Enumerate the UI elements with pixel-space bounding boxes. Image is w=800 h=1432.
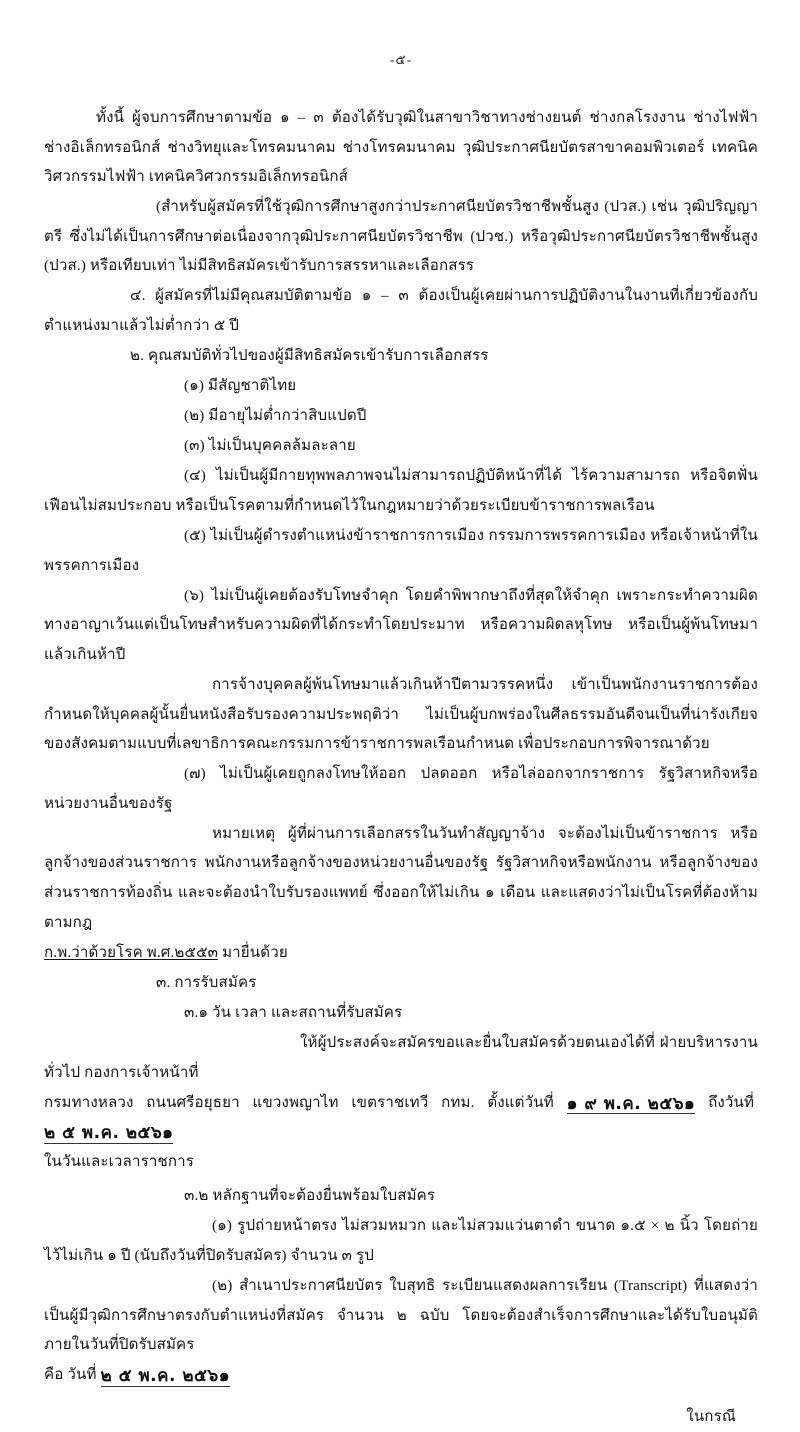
law-reference-underlined: ก.พ.ว่าด้วยโรค พ.ศ.๒๕๕๓ bbox=[44, 944, 219, 961]
heading-section-2: ๒. คุณสมบัติทั่วไปของผู้มีสิทธิสมัครเข้ารับการเลือกสรร bbox=[130, 348, 489, 365]
paragraph-office-hours: ในวันและเวลาราชการ bbox=[44, 1154, 195, 1171]
qualification-item-1: (๑) มีสัญชาติไทย bbox=[184, 378, 297, 395]
document-body bbox=[44, 104, 758, 1432]
paragraph-employment-after-sentence: การจ้างบุคคลผู้พ้นโทษมาแล้วเกินห้าปีตามวรรคหนึ่ง เข้าเป็นพนักงานราชการต้องกำหนดให้บุคคลผู้นั้นยื่นหนังสือรับรองความประพฤติว่า ไม่เป็นผู้บกพร่องในศีลธรรมอันดีจนเป็นที่น่ารังเกียจของสังคมตามแบบที่เลขาธิการคณะกรรมการข้าราชการพลเรือนกำหนด เพื่อประกอบการพิจารณาด้วย bbox=[44, 676, 758, 753]
law-reference-suffix: มายื่นด้วย bbox=[218, 944, 288, 961]
heading-section-3: ๓. การรับสมัคร bbox=[156, 974, 257, 991]
date-to-value: ๒ ๕ พ.ค. ๒๕๖๑ bbox=[44, 1123, 174, 1144]
paragraph-samrap-phusamak: (สำหรับผู้สมัครที่ใช้วุฒิการศึกษาสูงกว่าประกาศนียบัตรวิชาชีพชั้นสูง (ปวส.) เช่น วุฒิปริญญาตรี ซึ่งไม่ได้เป็นการศึกษาต่อเนื่องจากวุฒิประกาศนียบัตรวิชาชีพ (ปวช.) หรือวุฒิประกาศนียบัตรวิชาชีพชั้นสูง (ปวส.) หรือเทียบเท่า ไม่มีสิทธิสมัครเข้ารับการสรรหาและเลือกสรร bbox=[44, 199, 758, 275]
date-to-label: ถึงวันที่ bbox=[708, 1094, 755, 1111]
paragraph-closing: ในกรณี bbox=[686, 1408, 736, 1425]
qualification-item-2: (๒) มีอายุไม่ต่ำกว่าสิบแปดปี bbox=[184, 408, 367, 425]
paragraph-application-place: ให้ผู้ประสงค์จะสมัครขอและยื่นใบสมัครด้วยตนเองได้ที่ ฝ่ายบริหารงานทั่วไป กองการเจ้าหน้าที่ bbox=[44, 1034, 758, 1081]
paragraph-remark: หมายเหตุ ผู้ที่ผ่านการเลือกสรรในวันทำสัญญาจ้าง จะต้องไม่เป็นข้าราชการ หรือลูกจ้างของส่วนราชการ พนักงานหรือลูกจ้างของหน่วยงานอื่นของรัฐ รัฐวิสาหกิจหรือพนักงาน หรือลูกจ้างของส่วนราชการท้องถิ่น และจะต้องนำใบรับรองแพทย์ ซึ่งออกให้ไม่เกิน ๑ เดือน และแสดงว่าไม่เป็นโรคที่ต้องห้ามตามกฎ bbox=[44, 825, 758, 931]
qualification-item-3: (๓) ไม่เป็นบุคคลล้มละลาย bbox=[184, 438, 356, 455]
paragraph-tangni: ทั้งนี้ ผู้จบการศึกษาตามข้อ ๑ – ๓ ต้องได้รับวุฒิในสาขาวิชาทางช่างยนต์ ช่างกลโรงงาน ช่างไฟฟ้า ช่างอิเล็กทรอนิกส์ ช่างวิทยุและโทรคมนาคม ช่างโทรคมนาคม วุฒิประกาศนียบัตรสาขาคอมพิวเตอร์ เทคนิควิศวกรรมไฟฟ้า เทคนิควิศวกรรมอิเล็กทรอนิกส์ bbox=[44, 110, 758, 186]
deadline-date-value: ๒ ๕ พ.ค. ๒๕๖๑ bbox=[100, 1366, 231, 1387]
qualification-item-5: (๕) ไม่เป็นผู้ดำรงตำแหน่งข้าราชการการเมือง กรรมการพรรคการเมือง หรือเจ้าหน้าที่ในพรรคการเมือง bbox=[44, 528, 758, 574]
document-requirement-item-2: (๒) สำเนาประกาศนียบัตร ใบสุทธิ ระเบียนแสดงผลการเรียน (Transcript) ที่แสดงว่าเป็นผู้มีวุฒิการศึกษาตรงกับตำแหน่งที่สมัคร จำนวน ๒ ฉบับ โดยจะต้องสำเร็จการศึกษาและได้รับใบอนุมัติภายในวันที่ปิดรับสมัคร bbox=[44, 1278, 758, 1354]
paragraph-remark-continued bbox=[44, 939, 758, 969]
paragraph-application-dates bbox=[44, 1089, 758, 1148]
qualification-item-6: (๖) ไม่เป็นผู้เคยต้องรับโทษจำคุก โดยคำพิพากษาถึงที่สุดให้จำคุก เพราะกระทำความผิดทางอาญาเว้นแต่เป็นโทษสำหรับความผิดที่ได้กระทำโดยประมาท หรือความผิดลหุโทษ หรือเป็นผู้พ้นโทษมาแล้วเกินห้าปี bbox=[44, 587, 758, 663]
date-from-value: ๑ ๙ พ.ค. ๒๕๖๑ bbox=[566, 1093, 696, 1114]
document-requirement-item-1: (๑) รูปถ่ายหน้าตรง ไม่สวมหมวก และไม่สวมแว่นตาดำ ขนาด ๑.๕ × ๒ นิ้ว โดยถ่ายไว้ไม่เกิน ๑ ปี (นับถึงวันที่ปิดรับสมัคร) จำนวน ๓ รูป bbox=[44, 1218, 758, 1264]
heading-section-3-1: ๓.๑ วัน เวลา และสถานที่รับสมัคร bbox=[184, 1004, 403, 1021]
qualification-item-7: (๗) ไม่เป็นผู้เคยถูกลงโทษให้ออก ปลดออก หรือไล่ออกจากราชการ รัฐวิสาหกิจหรือ หน่วยงานอื่นของรัฐ bbox=[44, 766, 758, 812]
page-number: -๕- bbox=[389, 52, 413, 67]
qualification-item-4: (๔) ไม่เป็นผู้มีกายทุพพลภาพจนไม่สามารถปฏิบัติหน้าที่ได้ ไร้ความสามารถ หรือจิตฟั่นเฟือนไม่สมประกอบ หรือเป็นโรคตามที่กำหนดไว้ในกฎหมายว่าด้วยระเบียบข้าราชการพลเรือน bbox=[44, 468, 758, 515]
deadline-date-label: คือ วันที่ bbox=[44, 1367, 97, 1384]
paragraph-item-4: ๔. ผู้สมัครที่ไม่มีคุณสมบัติตามข้อ ๑ – ๓ ต้องเป็นผู้เคยผ่านการปฏิบัติงานในงานที่เกี่ยวข้องกับตำแหน่งมาแล้วไม่ต่ำกว่า ๕ ปี bbox=[44, 288, 758, 335]
heading-section-3-2: ๓.๒ หลักฐานที่จะต้องยื่นพร้อมใบสมัคร bbox=[184, 1188, 436, 1205]
application-address-text: กรมทางหลวง ถนนศรีอยุธยา แขวงพญาไท เขตราชเทวี กทม. ตั้งแต่วันที่ bbox=[44, 1094, 554, 1111]
